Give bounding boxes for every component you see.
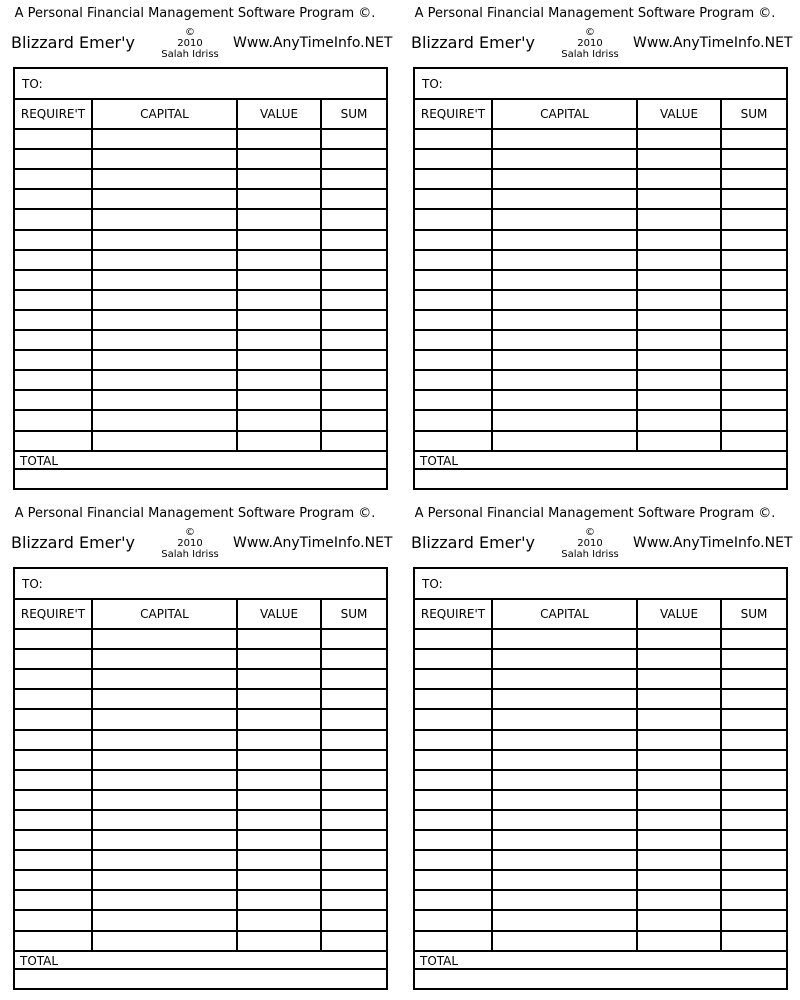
column-header-capital: CAPITAL (540, 107, 589, 121)
table-row-divider (415, 889, 786, 891)
copyright-symbol: © (585, 527, 595, 538)
ledger-table (415, 100, 786, 450)
table-row-divider (15, 889, 386, 891)
table-row-divider (15, 369, 386, 371)
to-label: TO: (22, 577, 43, 591)
column-header-require: REQUIRE'T (420, 607, 486, 621)
program-title: A Personal Financial Management Software Program ©. (14, 6, 376, 21)
table-row-divider (415, 869, 786, 871)
total-row[interactable] (415, 450, 786, 470)
table-row-divider (15, 168, 386, 170)
author-name: Salah Idriss (561, 49, 619, 60)
website-url: Www.AnyTimeInfo.NET (233, 535, 393, 551)
column-divider (720, 600, 722, 950)
table-row-divider (15, 229, 386, 231)
table-row-divider (15, 249, 386, 251)
table-row-divider (415, 369, 786, 371)
table-row-divider (15, 648, 386, 650)
table-row-divider (15, 789, 386, 791)
column-header-sum: SUM (340, 107, 368, 121)
table-row-divider (415, 249, 786, 251)
table-row-divider (15, 869, 386, 871)
table-row-divider (15, 749, 386, 751)
table-row-divider (415, 749, 786, 751)
total-label: TOTAL (20, 954, 59, 968)
copyright-year: 2010 (577, 538, 603, 549)
copyright-symbol: © (585, 27, 595, 38)
copyright-block (560, 27, 620, 60)
table-row-divider (415, 289, 786, 291)
table-row-divider (415, 409, 786, 411)
website-url: Www.AnyTimeInfo.NET (633, 35, 793, 51)
table-row-divider (15, 430, 386, 432)
total-label: TOTAL (420, 454, 459, 468)
form-panel (400, 0, 800, 500)
table-row-divider (15, 269, 386, 271)
form-panel (0, 500, 400, 1000)
table-row-divider (415, 688, 786, 690)
to-field-row[interactable] (15, 69, 386, 100)
table-row-divider (415, 128, 786, 130)
ledger-table (415, 600, 786, 950)
copyright-year: 2010 (177, 538, 203, 549)
column-header-sum: SUM (340, 607, 368, 621)
copyright-symbol: © (185, 527, 195, 538)
table-row-divider (15, 309, 386, 311)
brand-name: Blizzard Emer'y (411, 533, 535, 552)
to-label: TO: (422, 577, 443, 591)
column-header-value: VALUE (259, 107, 299, 121)
table-row-divider (15, 668, 386, 670)
table-row-divider (15, 769, 386, 771)
table-row-divider (415, 729, 786, 731)
table-row-divider (415, 188, 786, 190)
table-row-divider (15, 148, 386, 150)
table-row-divider (415, 809, 786, 811)
table-row-divider (15, 809, 386, 811)
to-label: TO: (422, 77, 443, 91)
table-row-divider (415, 208, 786, 210)
table-row-divider (15, 628, 386, 630)
table-row-divider (415, 708, 786, 710)
table-row-divider (15, 349, 386, 351)
table-row-divider (415, 668, 786, 670)
column-header-value: VALUE (659, 607, 699, 621)
copyright-year: 2010 (177, 38, 203, 49)
column-header-sum: SUM (740, 107, 768, 121)
column-header-capital: CAPITAL (140, 107, 189, 121)
column-header-require: REQUIRE'T (20, 607, 86, 621)
to-field-row[interactable] (15, 569, 386, 600)
brand-name: Blizzard Emer'y (11, 33, 135, 52)
table-row-divider (15, 188, 386, 190)
column-divider (91, 100, 93, 450)
to-label: TO: (22, 77, 43, 91)
column-header-require: REQUIRE'T (420, 107, 486, 121)
table-row-divider (15, 729, 386, 731)
column-divider (720, 100, 722, 450)
author-name: Salah Idriss (161, 49, 219, 60)
column-divider (91, 600, 93, 950)
table-row-divider (415, 389, 786, 391)
table-row-divider (15, 829, 386, 831)
table-row-divider (15, 409, 386, 411)
table-row-divider (415, 769, 786, 771)
table-row-divider (15, 930, 386, 932)
table-row-divider (415, 329, 786, 331)
table-row-divider (415, 648, 786, 650)
website-url: Www.AnyTimeInfo.NET (633, 535, 793, 551)
table-row-divider (415, 930, 786, 932)
program-title: A Personal Financial Management Software Program ©. (414, 506, 776, 521)
table-row-divider (15, 128, 386, 130)
program-title: A Personal Financial Management Software Program ©. (14, 506, 376, 521)
total-row[interactable] (15, 950, 386, 970)
table-row-divider (15, 688, 386, 690)
column-divider (320, 100, 322, 450)
column-header-value: VALUE (259, 607, 299, 621)
table-row-divider (415, 430, 786, 432)
table-row-divider (415, 168, 786, 170)
to-field-row[interactable] (415, 569, 786, 600)
ledger-form (13, 567, 388, 990)
table-row-divider (415, 269, 786, 271)
ledger-form (13, 67, 388, 490)
to-field-row[interactable] (415, 69, 786, 100)
column-divider (320, 600, 322, 950)
table-row-divider (415, 349, 786, 351)
copyright-block (560, 527, 620, 560)
brand-name: Blizzard Emer'y (11, 533, 135, 552)
copyright-year: 2010 (577, 38, 603, 49)
table-row-divider (415, 229, 786, 231)
table-row-divider (15, 389, 386, 391)
column-header-sum: SUM (740, 607, 768, 621)
form-panel (0, 0, 400, 500)
table-row-divider (15, 329, 386, 331)
table-row-divider (415, 309, 786, 311)
table-row-divider (415, 148, 786, 150)
table-row-divider (15, 289, 386, 291)
table-row-divider (15, 708, 386, 710)
table-row-divider (415, 849, 786, 851)
column-header-capital: CAPITAL (540, 607, 589, 621)
program-title: A Personal Financial Management Software Program ©. (414, 6, 776, 21)
total-row[interactable] (15, 450, 386, 470)
ledger-form (413, 67, 788, 490)
column-header-require: REQUIRE'T (20, 107, 86, 121)
table-row-divider (415, 909, 786, 911)
total-label: TOTAL (20, 454, 59, 468)
ledger-table (15, 600, 386, 950)
column-divider (491, 600, 493, 950)
column-divider (491, 100, 493, 450)
column-divider (636, 600, 638, 950)
table-row-divider (15, 208, 386, 210)
form-panel (400, 500, 800, 1000)
table-row-divider (15, 849, 386, 851)
total-row[interactable] (415, 950, 786, 970)
copyright-block (160, 27, 220, 60)
table-row-divider (415, 829, 786, 831)
total-label: TOTAL (420, 954, 459, 968)
copyright-symbol: © (185, 27, 195, 38)
table-row-divider (15, 909, 386, 911)
column-header-value: VALUE (659, 107, 699, 121)
column-header-capital: CAPITAL (140, 607, 189, 621)
column-divider (636, 100, 638, 450)
column-divider (236, 100, 238, 450)
ledger-table (15, 100, 386, 450)
table-row-divider (415, 789, 786, 791)
copyright-block (160, 527, 220, 560)
website-url: Www.AnyTimeInfo.NET (233, 35, 393, 51)
ledger-form (413, 567, 788, 990)
brand-name: Blizzard Emer'y (411, 33, 535, 52)
author-name: Salah Idriss (161, 549, 219, 560)
author-name: Salah Idriss (561, 549, 619, 560)
column-divider (236, 600, 238, 950)
table-row-divider (415, 628, 786, 630)
